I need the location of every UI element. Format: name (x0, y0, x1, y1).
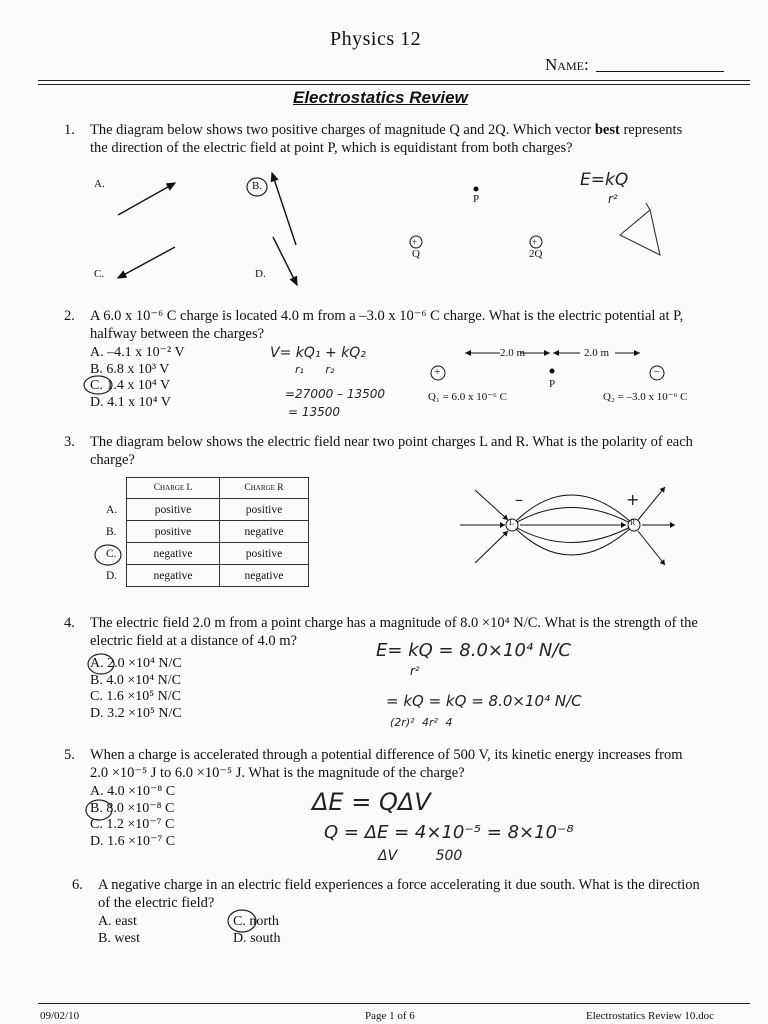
q3-row-b-l: positive (127, 521, 220, 543)
question-4-text-a: The electric field 2.0 m from a point charge has a magnitude of 8.0 ×10⁴ N/C. What is the strength of the (90, 615, 698, 631)
q2-handwriting-4: = 13500 (288, 405, 341, 419)
q4-option-d[interactable]: D. 3.2 ×10⁵ N/C (90, 705, 182, 721)
q4-handwriting-2: = kQ = kQ = 8.0×10⁴ N/C (386, 692, 582, 710)
q3-charge-table (100, 477, 309, 587)
label-2q: 2Q (529, 248, 543, 260)
question-3-number: 3. (64, 434, 75, 450)
q6-option-a[interactable]: A. east (98, 914, 137, 929)
q2-option-a[interactable]: A. –4.1 x 10⁻² V (90, 345, 185, 360)
q3-row-a-letter: A. (106, 503, 118, 516)
q5-handwriting-2: Q = ΔE = 4×10⁻⁵ = 8×10⁻⁸ (324, 822, 574, 843)
question-3-table-wrap (100, 477, 309, 587)
q2-option-c[interactable]: C. 1.4 x 10⁴ V (90, 378, 171, 393)
question-1-text-a: The diagram below shows two positive charges of magnitude Q and 2Q. Which vector (90, 122, 592, 138)
q3-answer-circle (90, 540, 130, 570)
worksheet-title: Electrostatics Review (293, 88, 468, 107)
plus-sign-2q: + (532, 237, 538, 247)
q2-handwriting-2: r₁ r₂ (295, 363, 335, 376)
vector-a (118, 183, 175, 215)
course-title: Physics 12 (330, 28, 422, 50)
q4-option-c[interactable]: C. 1.6 ×10⁵ N/C (90, 689, 181, 704)
question-2 (64, 307, 750, 343)
q3-row-a-r: positive (220, 499, 309, 521)
footer-rule (38, 1003, 750, 1004)
q3-label-r: R (630, 518, 636, 527)
q2-distance-2: 2.0 m (584, 347, 610, 359)
question-3 (64, 433, 750, 469)
question-3-text-a: The diagram below shows the electric field near two point charges L and R. What is the polarity of each (90, 434, 693, 450)
name-field-line (596, 53, 724, 72)
q5-option-a[interactable]: A. 4.0 ×10⁻⁸ C (90, 784, 176, 799)
q4-option-a[interactable]: A. 2.0 ×10⁴ N/C (90, 656, 182, 671)
footer-date: 09/02/10 (40, 1010, 80, 1022)
q2-handwriting-3: =27000 – 13500 (285, 387, 386, 401)
label-c: C. (94, 268, 105, 280)
q3-header-l: Charge L (127, 478, 220, 499)
q5-option-b[interactable]: B. 8.0 ×10⁻⁸ C (90, 800, 175, 816)
q3-label-l: L (509, 518, 514, 527)
label-q: Q (412, 248, 420, 260)
q2-handwriting-1: V= kQ₁ + kQ₂ (270, 345, 366, 361)
q2-answer-circle (80, 346, 120, 406)
q3-field-diagram (450, 475, 680, 590)
plus-sign-q: + (412, 237, 418, 247)
question-5 (64, 746, 750, 782)
q3-row-d-r: negative (220, 565, 309, 587)
q5-option-d[interactable]: D. 1.6 ×10⁻⁷ C (90, 833, 176, 849)
question-5-number: 5. (64, 747, 75, 763)
q2-minus: – (654, 365, 660, 377)
q6-option-c[interactable]: C. north (233, 914, 279, 929)
q2-label-p: P (549, 378, 556, 390)
header-rule-2 (38, 84, 750, 85)
q6-answer-circle (222, 906, 262, 936)
q3-row-b-r: negative (220, 521, 309, 543)
q3-row-c[interactable] (100, 543, 309, 565)
q5-answer-circle (80, 796, 120, 826)
question-1-bold: best (594, 122, 620, 138)
q3-header-r: Charge R (220, 478, 309, 499)
question-1-text-b: represents (623, 122, 683, 138)
q3-row-d-l: negative (127, 565, 220, 587)
footer-file: Electrostatics Review 10.doc (586, 1010, 714, 1022)
point-p (474, 187, 479, 192)
vector-c (118, 247, 175, 278)
q2-point-p (550, 369, 555, 374)
question-6-text-a: A negative charge in an electric field experiences a force accelerating it due south. What is the direction (98, 877, 700, 893)
q6-option-b[interactable]: B. west (98, 930, 140, 946)
label-b: B. (252, 180, 263, 192)
q3-handwritten-plus: + (626, 490, 640, 509)
q2-option-d[interactable]: D. 4.1 x 10⁴ V (90, 394, 171, 410)
q2-distance-1: 2.0 m (500, 347, 526, 359)
vector-b (272, 173, 296, 245)
question-6 (72, 876, 758, 912)
q5-handwriting-2b: ΔV 500 (378, 848, 463, 864)
question-2-number: 2. (64, 308, 75, 324)
q3-row-c-letter: C. (106, 547, 117, 560)
q3-row-a[interactable] (100, 499, 309, 521)
question-2-text-b: halfway between the charges? (90, 326, 265, 342)
label-d: D. (255, 268, 266, 280)
question-5-text-b: 2.0 ×10⁻⁵ J to 6.0 ×10⁻⁵ J. What is the magnitude of the charge? (90, 765, 465, 781)
handwriting-q1-formula: E=kQ (580, 170, 629, 190)
q4-handwriting-2b: (2r)² 4r² 4 (390, 716, 453, 729)
q3-row-d-letter: D. (106, 569, 118, 582)
q2-diagram (400, 345, 760, 385)
q3-row-b-letter: B. (106, 525, 117, 538)
question-1-text-c: the direction of the electric field at point P, which is equidistant from both charges? (90, 140, 573, 156)
q4-answer-circle (80, 650, 120, 680)
question-5-text-a: When a charge is accelerated through a potential difference of 500 V, its kinetic energy increases from (90, 747, 683, 763)
q4-option-b[interactable]: B. 4.0 ×10⁴ N/C (90, 672, 181, 688)
label-a: A. (94, 178, 105, 190)
q3-row-b[interactable] (100, 521, 309, 543)
q5-handwriting-1: ΔE = QΔV (312, 788, 431, 816)
q3-row-c-r: positive (220, 543, 309, 565)
vector-d (273, 237, 297, 285)
question-6-text-b: of the electric field? (98, 895, 215, 911)
label-p: P (473, 193, 480, 205)
q3-row-d[interactable] (100, 565, 309, 587)
question-1-number: 1. (64, 122, 75, 138)
q4-handwriting-1: E= kQ = 8.0×10⁴ N/C (376, 640, 571, 661)
question-3-text-b: charge? (90, 452, 135, 468)
question-2-text-a: A 6.0 x 10⁻⁶ C charge is located 4.0 m from a –3.0 x 10⁻⁶ C charge. What is the electric potential at P, (90, 308, 684, 324)
handwritten-vector-sketch (620, 210, 660, 255)
q2-label-q1: Q₁ = 6.0 x 10⁻⁶ C (428, 391, 507, 403)
handwriting-q1-denominator: r² (608, 192, 618, 206)
q3-row-c-l: negative (127, 543, 220, 565)
question-4-number: 4. (64, 615, 75, 631)
name-label: Name: (545, 55, 589, 74)
q6-option-d[interactable]: D. south (233, 930, 281, 946)
header-rule (38, 80, 750, 81)
q5-option-c[interactable]: C. 1.2 ×10⁻⁷ C (90, 817, 175, 832)
question-1 (64, 121, 750, 157)
q2-option-b[interactable]: B. 6.8 x 10³ V (90, 361, 170, 377)
question-1-diagram (80, 165, 760, 290)
q3-row-a-l: positive (127, 499, 220, 521)
q2-label-q2: Q₂ = –3.0 x 10⁻⁶ C (603, 391, 688, 403)
q3-handwritten-minus: – (515, 490, 523, 509)
question-6-options-left (98, 914, 140, 947)
question-6-number: 6. (72, 877, 83, 893)
q2-plus: + (434, 366, 441, 378)
footer-page: Page 1 of 6 (365, 1010, 415, 1022)
q4-handwriting-1b: r² (410, 664, 420, 678)
question-4-text-b: electric field at a distance of 4.0 m? (90, 633, 297, 649)
